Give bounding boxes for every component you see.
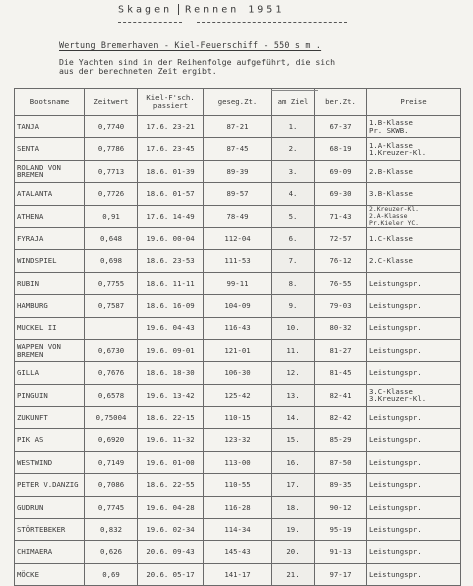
header-factor: Zeitwert	[85, 89, 138, 116]
cell-boat-name: STÖRTEBEKER	[15, 519, 85, 541]
cell-rank: 17.	[272, 474, 315, 496]
prize-line: Leistungspr.	[369, 301, 422, 311]
cell-prize	[367, 317, 461, 339]
cell-passed-kiel: 18.6. 01-57	[138, 183, 204, 205]
title-separator	[178, 4, 179, 15]
cell-prize	[367, 384, 461, 406]
cell-rank: 11.	[272, 339, 315, 361]
cell-time-factor: 0,75004	[85, 407, 138, 429]
cell-calculated-time: 72-57	[315, 227, 367, 249]
cell-sailed-time: 106-30	[204, 362, 272, 384]
cell-sailed-time: 89-39	[204, 160, 272, 182]
prize-line: 3.B-Klasse	[369, 189, 413, 199]
cell-calculated-time: 85-29	[315, 429, 367, 451]
header-passed: Kiel-F'sch. passiert	[138, 89, 204, 116]
cell-calculated-time: 71-43	[315, 205, 367, 227]
cell-rank: 13.	[272, 384, 315, 406]
cell-boat-name: ROLAND VON BREMEN	[15, 160, 85, 182]
prize-line: 1.A-Klasse	[369, 140, 413, 150]
cell-passed-kiel: 19.6. 04-43	[138, 317, 204, 339]
cell-passed-kiel: 20.6. 09-43	[138, 541, 204, 563]
intro-line-1: Die Yachten sind in der Reihenfolge aufgeführt, die sich	[59, 57, 336, 67]
cell-boat-name: ATHENA	[15, 205, 85, 227]
cell-boat-name: MÖCKE	[15, 563, 85, 585]
cell-sailed-time: 99-11	[204, 272, 272, 294]
prize-line: Leistungspr.	[369, 368, 422, 378]
cell-prize	[367, 205, 461, 227]
cell-sailed-time: 123-32	[204, 429, 272, 451]
cell-time-factor: 0,6730	[85, 339, 138, 361]
prize-line: Leistungspr.	[369, 435, 422, 445]
prize-line: 3.Kreuzer-Kl.	[369, 394, 427, 404]
cell-prize	[367, 474, 461, 496]
header-rank: am Ziel	[272, 89, 315, 116]
cell-rank: 9.	[272, 295, 315, 317]
table-row	[15, 362, 461, 384]
cell-time-factor: 0,7726	[85, 183, 138, 205]
cell-sailed-time: 104-09	[204, 295, 272, 317]
cell-prize	[367, 250, 461, 272]
cell-sailed-time: 145-43	[204, 541, 272, 563]
cell-time-factor: 0,91	[85, 205, 138, 227]
cell-calculated-time: 82-42	[315, 407, 367, 429]
intro-line-2: aus der berechneten Zeit ergibt.	[59, 66, 217, 76]
intro-text	[59, 58, 335, 76]
cell-prize	[367, 295, 461, 317]
cell-rank: 2.	[272, 138, 315, 160]
cell-prize	[367, 138, 461, 160]
cell-calculated-time: 81-27	[315, 339, 367, 361]
cell-prize	[367, 183, 461, 205]
cell-sailed-time: 110-55	[204, 474, 272, 496]
cell-sailed-time: 87-45	[204, 138, 272, 160]
cell-boat-name: PINGUIN	[15, 384, 85, 406]
cell-rank: 6.	[272, 227, 315, 249]
table-row	[15, 183, 461, 205]
cell-prize	[367, 496, 461, 518]
cell-boat-name: WAPPEN VON BREMEN	[15, 339, 85, 361]
cell-time-factor: 0,7676	[85, 362, 138, 384]
cell-boat-name: WINDSPIEL	[15, 250, 85, 272]
cell-time-factor: 0,7086	[85, 474, 138, 496]
cell-calculated-time: 89-35	[315, 474, 367, 496]
cell-passed-kiel: 19.6. 13-42	[138, 384, 204, 406]
cell-passed-kiel: 18.6. 22-15	[138, 407, 204, 429]
cell-rank: 8.	[272, 272, 315, 294]
prize-line: Leistungspr.	[369, 480, 422, 490]
cell-sailed-time: 89-57	[204, 183, 272, 205]
cell-passed-kiel: 18.6. 01-39	[138, 160, 204, 182]
cell-calculated-time: 69-09	[315, 160, 367, 182]
cell-time-factor: 0,6920	[85, 429, 138, 451]
cell-rank: 18.	[272, 496, 315, 518]
table-row	[15, 272, 461, 294]
cell-passed-kiel: 17.6. 23-45	[138, 138, 204, 160]
cell-time-factor: 0,7755	[85, 272, 138, 294]
cell-passed-kiel: 19.6. 04-28	[138, 496, 204, 518]
cell-passed-kiel: 19.6. 01-00	[138, 451, 204, 473]
cell-time-factor: 0,7587	[85, 295, 138, 317]
table-row	[15, 339, 461, 361]
cell-sailed-time: 110-15	[204, 407, 272, 429]
cell-calculated-time: 67-37	[315, 116, 367, 138]
prize-line: 2.Kreuzer-Kl.	[369, 205, 420, 214]
cell-passed-kiel: 19.6. 11-32	[138, 429, 204, 451]
cell-calculated-time: 80-32	[315, 317, 367, 339]
prize-line: 2.C-Klasse	[369, 256, 413, 266]
prize-line: Leistungspr.	[369, 524, 422, 534]
results-body	[15, 116, 461, 586]
cell-prize	[367, 563, 461, 585]
cell-passed-kiel: 18.6. 18-30	[138, 362, 204, 384]
cell-sailed-time: 111-53	[204, 250, 272, 272]
cell-prize	[367, 116, 461, 138]
cell-calculated-time: 97-17	[315, 563, 367, 585]
cell-boat-name: GUDRUN	[15, 496, 85, 518]
cell-sailed-time: 121-01	[204, 339, 272, 361]
cell-calculated-time: 90-12	[315, 496, 367, 518]
table-row	[15, 317, 461, 339]
header-sailed: geseg.Zt.	[204, 89, 272, 116]
cell-boat-name: PIK AS	[15, 429, 85, 451]
cell-sailed-time: 78-49	[204, 205, 272, 227]
cell-passed-kiel: 19.6. 02-34	[138, 519, 204, 541]
table-row	[15, 474, 461, 496]
cell-sailed-time: 141-17	[204, 563, 272, 585]
header-prize: Preise	[367, 89, 461, 116]
prize-line: Leistungspr.	[369, 323, 422, 333]
title-left: Skagen	[118, 4, 173, 16]
cell-calculated-time: 76-12	[315, 250, 367, 272]
cell-rank: 12.	[272, 362, 315, 384]
title-right: Rennen 1951	[185, 4, 285, 16]
cell-rank: 4.	[272, 183, 315, 205]
race-subtitle: Wertung Bremerhaven - Kiel-Feuerschiff - 550 s m .	[59, 40, 322, 50]
cell-passed-kiel: 17.6. 14-49	[138, 205, 204, 227]
table-row	[15, 205, 461, 227]
table-row	[15, 384, 461, 406]
cell-passed-kiel: 18.6. 16-09	[138, 295, 204, 317]
table-row	[15, 116, 461, 138]
cell-passed-kiel: 18.6. 22-55	[138, 474, 204, 496]
cell-rank: 16.	[272, 451, 315, 473]
cell-sailed-time: 87-21	[204, 116, 272, 138]
cell-sailed-time: 113-00	[204, 451, 272, 473]
cell-prize	[367, 519, 461, 541]
cell-rank: 5.	[272, 205, 315, 227]
prize-line: 1.Kreuzer-Kl.	[369, 148, 427, 158]
table-row	[15, 138, 461, 160]
prize-line: Leistungspr.	[369, 547, 422, 557]
cell-passed-kiel: 17.6. 23-21	[138, 116, 204, 138]
page-title	[118, 4, 284, 16]
prize-line: Leistungspr.	[369, 457, 422, 467]
cell-passed-kiel: 19.6. 09-01	[138, 339, 204, 361]
cell-boat-name: MUCKEL II	[15, 317, 85, 339]
cell-boat-name: ATALANTA	[15, 183, 85, 205]
cell-sailed-time: 116-28	[204, 496, 272, 518]
cell-boat-name: HAMBURG	[15, 295, 85, 317]
prize-line: 2.B-Klasse	[369, 166, 413, 176]
prize-line: 3.C-Klasse	[369, 386, 413, 396]
rank-column-mark	[271, 90, 318, 91]
cell-time-factor	[85, 317, 138, 339]
prize-line: Leistungspr.	[369, 345, 422, 355]
prize-line: Leistungspr.	[369, 278, 422, 288]
cell-boat-name: ZUKUNFT	[15, 407, 85, 429]
cell-rank: 19.	[272, 519, 315, 541]
cell-rank: 21.	[272, 563, 315, 585]
cell-prize	[367, 407, 461, 429]
cell-prize	[367, 339, 461, 361]
cell-rank: 14.	[272, 407, 315, 429]
cell-boat-name: CHIMAERA	[15, 541, 85, 563]
cell-boat-name: WESTWIND	[15, 451, 85, 473]
cell-calculated-time: 91-13	[315, 541, 367, 563]
results-table	[14, 88, 461, 586]
cell-prize	[367, 362, 461, 384]
cell-boat-name: FYRAJA	[15, 227, 85, 249]
cell-calculated-time: 95-19	[315, 519, 367, 541]
cell-prize	[367, 227, 461, 249]
cell-passed-kiel: 18.6. 11-11	[138, 272, 204, 294]
table-row	[15, 227, 461, 249]
prize-line: Pr.Kieler YC.	[369, 218, 420, 227]
cell-calculated-time: 68-19	[315, 138, 367, 160]
prize-line: 1.B-Klasse	[369, 118, 413, 128]
cell-time-factor: 0,7745	[85, 496, 138, 518]
cell-time-factor: 0,6578	[85, 384, 138, 406]
table-row	[15, 407, 461, 429]
cell-boat-name: GILLA	[15, 362, 85, 384]
cell-calculated-time: 82-41	[315, 384, 367, 406]
cell-time-factor: 0,832	[85, 519, 138, 541]
cell-time-factor: 0,7713	[85, 160, 138, 182]
cell-rank: 15.	[272, 429, 315, 451]
table-row	[15, 563, 461, 585]
title-underline-left	[118, 22, 182, 23]
header-row	[15, 89, 461, 116]
cell-prize	[367, 160, 461, 182]
cell-calculated-time: 69-30	[315, 183, 367, 205]
cell-boat-name: SENTA	[15, 138, 85, 160]
cell-time-factor: 0,7149	[85, 451, 138, 473]
cell-prize	[367, 451, 461, 473]
table-row	[15, 451, 461, 473]
prize-line: Leistungspr.	[369, 413, 422, 423]
table-row	[15, 250, 461, 272]
cell-boat-name: TANJA	[15, 116, 85, 138]
cell-calculated-time: 81-45	[315, 362, 367, 384]
cell-boat-name: RUBIN	[15, 272, 85, 294]
cell-sailed-time: 112-04	[204, 227, 272, 249]
cell-rank: 10.	[272, 317, 315, 339]
cell-calculated-time: 87-50	[315, 451, 367, 473]
cell-time-factor: 0,626	[85, 541, 138, 563]
table-row	[15, 519, 461, 541]
prize-line: Pr. SKWB.	[369, 125, 409, 135]
title-underline-right	[197, 22, 347, 23]
cell-passed-kiel: 19.6. 00-04	[138, 227, 204, 249]
cell-boat-name: PETER V.DANZIG	[15, 474, 85, 496]
cell-passed-kiel: 20.6. 05-17	[138, 563, 204, 585]
prize-line: Leistungspr.	[369, 502, 422, 512]
cell-calculated-time: 76-55	[315, 272, 367, 294]
prize-line: 2.A-Klasse	[369, 211, 408, 220]
prize-line: 1.C-Klasse	[369, 233, 413, 243]
cell-sailed-time: 125-42	[204, 384, 272, 406]
cell-time-factor: 0,7740	[85, 116, 138, 138]
cell-time-factor: 0,69	[85, 563, 138, 585]
cell-passed-kiel: 18.6. 23-53	[138, 250, 204, 272]
cell-time-factor: 0,7786	[85, 138, 138, 160]
cell-time-factor: 0,698	[85, 250, 138, 272]
table-row	[15, 429, 461, 451]
cell-rank: 7.	[272, 250, 315, 272]
cell-calculated-time: 79-03	[315, 295, 367, 317]
cell-rank: 1.	[272, 116, 315, 138]
cell-prize	[367, 429, 461, 451]
table-row	[15, 496, 461, 518]
table-row	[15, 160, 461, 182]
table-row	[15, 295, 461, 317]
cell-rank: 3.	[272, 160, 315, 182]
cell-sailed-time: 116-43	[204, 317, 272, 339]
cell-rank: 20.	[272, 541, 315, 563]
cell-time-factor: 0,648	[85, 227, 138, 249]
header-calc: ber.Zt.	[315, 89, 367, 116]
cell-sailed-time: 114-34	[204, 519, 272, 541]
header-name: Bootsname	[15, 89, 85, 116]
prize-line: Leistungspr.	[369, 569, 422, 579]
cell-prize	[367, 272, 461, 294]
